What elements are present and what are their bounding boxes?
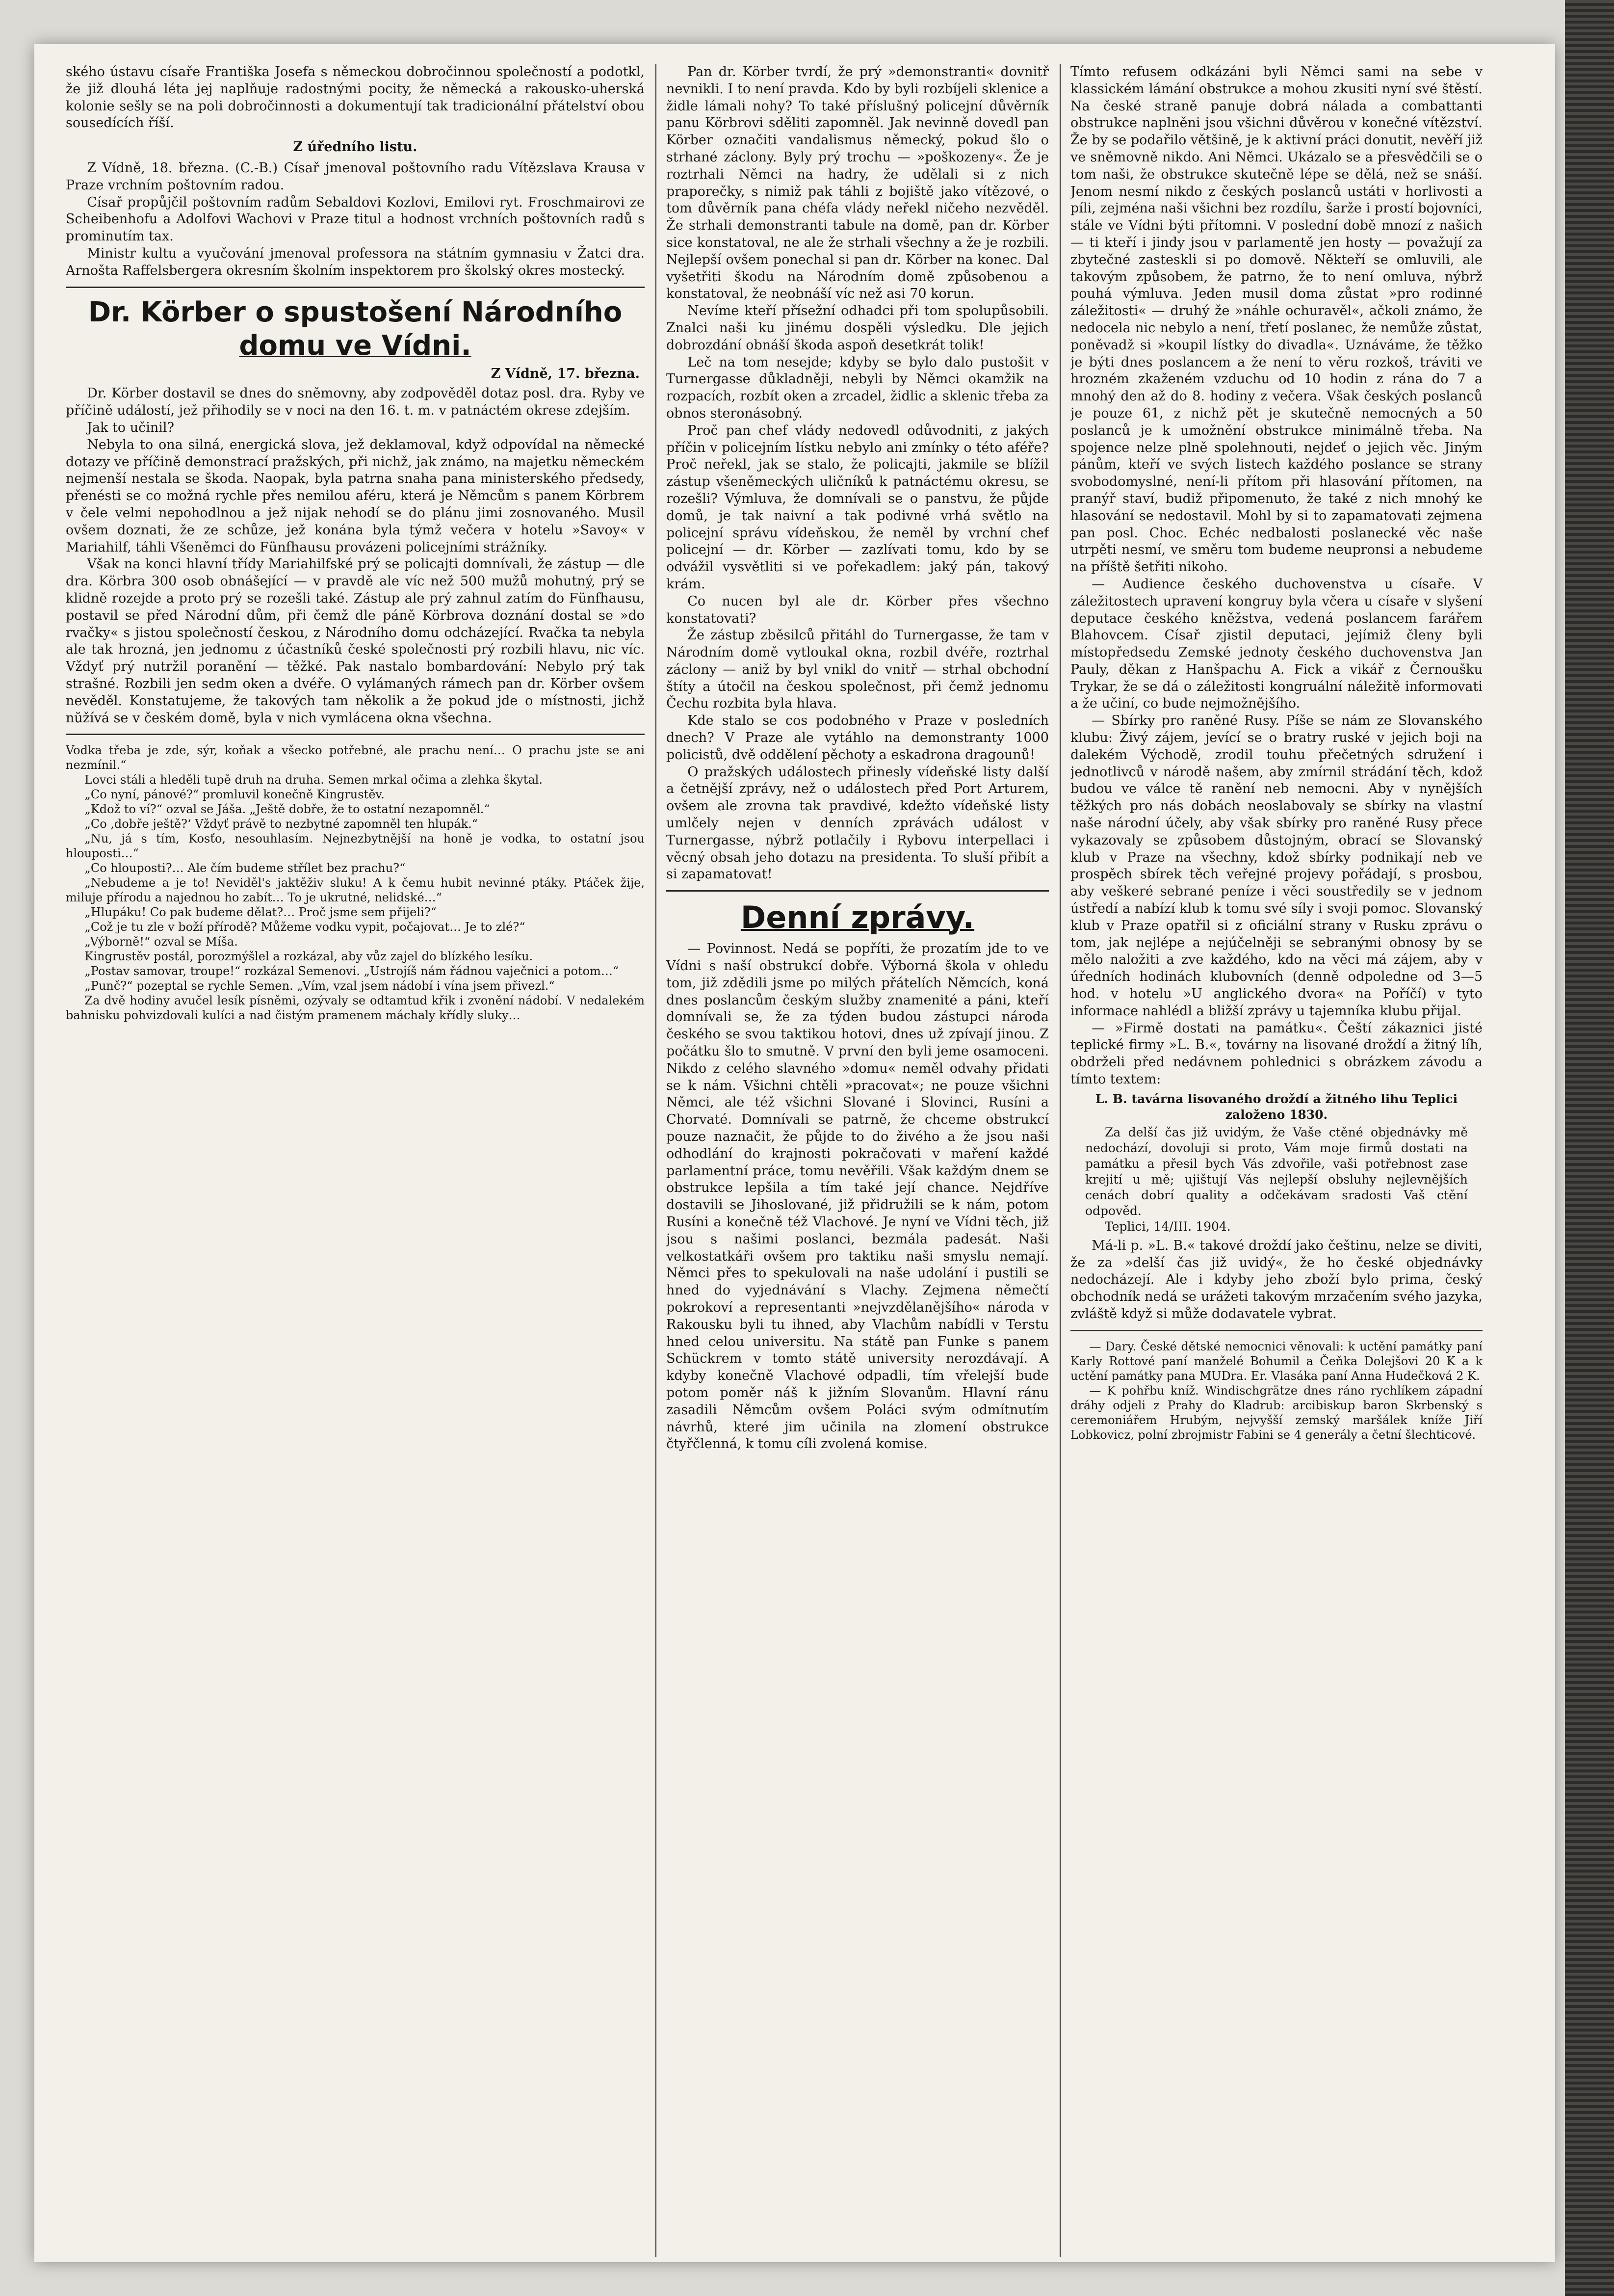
divider (66, 287, 645, 288)
article-paragraph: Proč pan chef vlády nedovedl odůvodniti, z jakých příčin v policejním lístku nebylo ani zmínky o této aféře? Proč neřekl, jak se stalo, že policajti, jakmile se blížil zástup všeněmeckých uličníků k patnáctému okresu, se rozešli? Výmluva, že domnívali se o panstvu, že půjde domů, je tak naivní a tak podivné vrhá světlo na policejní správu vídeňskou, že neměl by vrchní chef policejní — dr. Körber — zazlívati tomu, kdo by se odvážil vysvětliti si ve pořekadlem: jaký pán, takový krám. (666, 422, 1049, 592)
news-item-gifts: — Dary. České dětské nemocnici věnovali: k uctění památky paní Karly Rottové paní manželé Bohumil a Čeňka Dolejšovi 20 K a k uctění památky pana MUDra. Er. Vlasáka paní Anna Hudečková 2 K. (1070, 1339, 1483, 1383)
article-paragraph: Nebyla to ona silná, energická slova, jež deklamoval, když odpovídal na německé dotazy ve příčině demonstrací pražských, při nichž, jak známo, na majetku německém nejmenší nestala se škoda. Naopak, byla patrna snaha pana ministerského předsedy, přenésti se co možná rychle přes nemilou aféru, která je Němcům s panem Körbrem v čele velmi nepohodlnou a jež nijak nehodí se do plánu jimi zosnovaného. Musil ovšem doznati, že ze schůze, jež konána byla týmž večera v hotelu »Savoy« v Mariahilf, táhli Všeněmci do Fünfhausu provázeni policejními strážníky. (66, 437, 645, 555)
quoted-postcard-body: Za delší čas již uvidým, že Vaše ctěné objednávky mě nedochází, dovoluji si proto, Vám moje firmů dostati na památku a přesil bych Vás zdvořile, vaši potřebnost zase krejití u mě; ujištují Vás nejlepší obsluhy nejlevnějších cenách dobrí quality a odčekávam sradosti Vaš ctění odpověd. (1085, 1125, 1468, 1218)
article-paragraph: Dr. Körber dostavil se dnes do sněmovny, aby zodpověděl dotaz posl. dra. Ryby ve příčině událostí, jež přihodily se v noci na den 16. t. m. v patnáctém okrese zdejším. (66, 386, 645, 419)
news-item-funeral: — K pohřbu kníž. Windischgrätze dnes ráno rychlíkem západní dráhy odjeli z Prahy do Kladrub: arcibiskup baron Skrbenský s ceremoniářem Hrubým, nejvyšší zemský maršálek kníže Jiří Lobkovicz, polní zbrojmistr Fabini se 4 generály a četní šlechticové. (1070, 1383, 1483, 1442)
article-paragraph: Kde stalo se cos podobného v Praze v posledních dnech? V Praze ale vytáhlo na demonstranty 1000 policistů, dvě oddělení pěchoty a eskadrona dragounů! (666, 713, 1049, 763)
feuilleton-paragraph: Lovci stáli a hleděli tupě druh na druha. Semen mrkal očima a zlehka škytal. (84, 773, 543, 787)
feuilleton-divider (66, 734, 645, 735)
official-notice-3: Ministr kultu a vyučování jmenoval professora na státním gymnasiu v Žatci dra. Arnošta Raffelsbergera okresním školním inspektorem pro školský okres mostecký. (66, 245, 645, 278)
quoted-postcard-signature: Teplici, 14/III. 1904. (1105, 1219, 1231, 1234)
news-item-continuation: Tímto refusem odkázáni byli Němci sami na sebe v klassickém lámání obstrukce a mohou zkusiti nyní své štěstí. Na české straně panuje dobrá nálada a combattanti obstrukce naplněni jsou všichni důvěrou v konečné vítězství. Že by se podařilo většině, je k aktivní práci donutit, nevěří již ve sněmovně nikdo. Ani Němci. Ukázalo se a přesvědčili se o tom naši, že obstrukce skutečně lépe se dělá, než se snáší. Jenom nesmí nikdo z českých poslanců ustáti v horlivosti a píli, zejména naši všichni bez rozdílu, šarže i prostí bojovníci, stále ve Vídni býti přítomni. V poslední době mnozí z našich — ti kteří i jindy jsou v parlamentě jen hosty — považují za zbytečné zasteskli si po domově. Někteří se omluvili, ale takovým způsobem, že patrno, že to není omluva, nýbrž pouhá výmluva. Jeden musil doma zůstat »pro rodinné záležitosti« — druhý že »náhle ochuravěl«, ačkoli známo, že nedocela nic nebylo a není, třetí poslanec, že nemůže zůstat, poněvadž si »koupil lístky do divadla«. Uznáváme, že těžko je býti dnes poslancem a že není to věru rozkoš, tráviti ve hrozném zkaženém vzduchu od 10 hodin z rána do 7 a mnohý den až do 8. hodiny z večera. Však českých poslanců je pouze 61, z nichž pět je skutečně nemocných a 50 poslanců je k umožnění obstrukce minimálně třeba. Na spojence nelze plně spolehnouti, nejdeť o jejich věc. Jiným pánům, kteří ve svých listech každého poslance se strany svobodomyslné, není-li přítom při hlasování přítomen, na pranýř staví, budiž připomenuto, že také z nich mnohý ke hlasování se nedostavil. Mohl by si to zapamatovati zejmena pan posl. Choc. Echéc nedbalosti poslanecké věc naše utrpěti nesmí, ve směru tom budeme neupronsi a nebudeme na příště šetřiti nikoho. (1070, 64, 1483, 575)
official-notice-1: Z Vídně, 18. března. (C.-B.) Císař jmenoval poštovního radu Vítězslava Krausa v Praze vrchním poštovním radou. (66, 160, 645, 193)
article-paragraph: Jak to učinil? (87, 420, 175, 435)
feuilleton-paragraph: „Hlupáku! Co pak budeme dělat?… Proč jsme sem přijeli?“ (84, 905, 437, 920)
column-right (1070, 64, 1483, 1442)
feuilleton-paragraph: „Co ,dobře ještě?‘ Vždyť právě to nezbytné zapomněl ten hlupák.“ (84, 817, 478, 831)
divider (666, 890, 1049, 892)
news-item-firm: — »Firmě dostati na památku«. Čeští zákaznici jisté teplické firmy »L. B.«, továrny na lisované droždí a žitný líh, obdrželi před nedávnem pohlednici s obrázkem závodu a tímto textem: (1070, 1020, 1483, 1087)
article-continuation: ského ústavu císaře Františka Josefa s německou dobročinnou společností a podotkl, že již dlouhá léta jej naplňuje radostnými pocity, že německá a rakousko-uherská kolonie sešly se na poli dobročinnosti a dokumentují tak tradicionální přátelství obou sousedících říší. (66, 64, 645, 131)
newspaper-page (34, 44, 1555, 2262)
column-rule-2 (1060, 64, 1061, 2257)
official-notice-2: Císař propůjčil poštovním radům Sebaldovi Kozlovi, Emilovi ryt. Froschmairovi ze Scheibenhofu a Adolfovi Wachovi v Praze titul a hodnost vrchních poštovních radů s prominutím tax. (66, 194, 645, 244)
article-paragraph: Pan dr. Körber tvrdí, že prý »demonstranti« dovnitř nevnikli. I to není pravda. Kdo by byli rozbíjeli sklenice a židle lámali nohy? To také příslušný policejní důvěrník panu Körbrovi sděliti zapomněl. Jak nevinně dovedl pan Körber označiti vandalismus německý, pokud šlo o strhané záclony. Byly prý trochu — »poškozeny«. Že je roztrhali Němci na hadry, že udělali si z nich praporečky, s nimiž pak táhli z bojiště jako vítězové, o tom důvěrník pana chéfa vlády neřekl ničeho nezvěděl. Že strhali demonstranti tabule na domě, pan dr. Körber sice konstatoval, ne ale že strhali všechny a že je rozbili. Nejlepší ovšem ponechal si pan dr. Körber na konec. Dal vyšetřiti škodu na Národním domě způsobenou a konstatoval, že neobnáší víc než asi 70 korun. (666, 64, 1049, 302)
article-title (66, 296, 645, 363)
binding-edge (1565, 0, 1614, 2296)
article-dateline: Z Vídně, 17. března. (491, 366, 640, 381)
article-title-line-1: Dr. Körber o spustošení Národního (88, 296, 623, 328)
feuilleton-paragraph: „Kdož to ví?“ ozval se Jáša. „Ještě dobře, že to ostatní nezapomněl.“ (84, 802, 490, 817)
news-item-duty: — Povinnost. Nedá se popříti, že prozatím jde to ve Vídni s naší obstrukcí dobře. Výborná škola v ohledu tom, již zdědili jsme po milých přátelích Němcích, koná dnes poslancům českým služby znamenité a páni, kteří domnívali se, že za týden budou zástupci národa českého se svou taktikou hotovi, dnes už zpívají jinou. Z počátku šlo to smutně. V první den byli jeme osamoceni. Nikdo z celého slavného »domu« neměl odvahy přidati se k nám. Všichni chtěli »pracovat«; ne pouze všichni Němci, ale též všichni Slované i Slovinci, Rusíni a Chorvaté. Domnívali se patrně, že chceme obstrukcí pouze naznačit, že půjde to do živého a že jsou naši odhodlání do krajnosti pokračovati v maření každé parlamentní práce, tomu nevěřili. Však každým dnem se obstrukce lepšila a tím také její chance. Nejdříve dostavili se Jihoslované, již přidružili se k nám, potom Rusíni a konečně též Vlachové. Je nyní ve Vídni těch, již jsou s našimi poslanci, bezmála padesát. Naši velkostatkáři ovšem pro taktiku naši smyslu nemají. Němci přes to spekulovali na naše udolání i pustili se hned do vyjednávání s Vlachy. Zejmena němečtí pokrokoví a representanti »nejvzdělanějšího« národa v Rakousku byli tu ihned, aby Vlachům nabídli v Terstu hned celou universitu. Na státě pan Funke s panem Schückrem v tomto státě university nerozdávají. A kdyby konečně Vlachové odpadli, tím vřelejší bude potom poměr náš k jižním Slovanům. Hlavní ránu zasadili Němcům ovšem Poláci svým odmítnutím návrhů, které jim učinila na zlomení obstrukce čtyřčlenná, k tomu cíli zvolená komise. (666, 941, 1049, 1452)
article-title-line-2: domu ve Vídni. (239, 329, 471, 362)
section-title-daily-news: Denní zprávy. (740, 899, 975, 936)
feuilleton-paragraph: „Co nyní, pánové?“ promluvil konečně Kingrustěv. (84, 788, 385, 802)
feuilleton-paragraph: „Což je tu zle v boží přírodě? Můžeme vodku vypit, počajovat… Je to zlé?“ (84, 920, 525, 934)
feuilleton-paragraph: „Postav samovar, troupe!“ rozkázal Semenovi. „Ustrojíš nám řádnou vaječnici a potom…“ (84, 964, 619, 978)
quoted-postcard-title: L. B. tavárna lisovaného droždí a žitného lihu Teplici založeno 1830. (1095, 1091, 1458, 1122)
article-paragraph: Však na konci hlavní třídy Mariahilfské prý se policajti domnívali, že zástup — dle dra. Körbra 300 osob obnášející — v pravdě ale víc než 500 mužů mohutný, prý se klidně rozejde a proto prý se rozešli také. Zástup ale prý zahnul zatím do Fünfhausu, postavil se před Národní dům, při čemž dle páně Körbrova doznání dostal se »do rvačky« s jistou společností českou, z Národního domu odcházející. Rvačka ta nebyla ale tak hrozná, jen jednomu z účastníků české společnosti prý rozbili hlavu, nic víc. Vždyť prý nutržil poranění — těžké. Pak nastalo bombardování: Nebylo prý tak strašné. Rozbili jen sedm oken a dvéře. O vylámaných rámech pan dr. Körber ovšem nevěděl. Konstatujeme, že takových tam několik a že pokud jde o místnosti, jichž nŭžívá se v českém domě, byla v nich vymlácena okna všechna. (66, 556, 645, 726)
column-left (66, 64, 645, 1023)
column-middle (666, 64, 1049, 1453)
article-paragraph: Nevíme kteří přísežní odhadci při tom spolupůsobili. Znalci naši ku jinému dospěli výsledku. Dle jejich dobrozdání obnáší škoda aspoň desetkrát tolik! (666, 303, 1049, 353)
article-paragraph: Co nucen byl ale dr. Körber přes všechno konstatovati? (666, 593, 1049, 626)
news-item-audience: — Audience českého duchovenstva u císaře. V záležitostech upravení kongruy byla včera u císaře v slyšení deputace českého kněžstva, vedená poslancem farářem Blahovcem. Císař zjistil deputaci, jejímiž členy byli místopředsedu Zemské jednoty českého duchovenstva Jan Pauly, děkan z Hanšpachu A. Fick a vikář z Černoušku Trykar, že se dá o záležitosti kongruální náležitě informovati a že učiní, co bude nejmožnějšího. (1070, 576, 1483, 712)
feuilleton-paragraph: „Výborně!“ ozval se Míša. (84, 935, 238, 949)
feuilleton-paragraph: „Nu, já s tím, Kosťo, nesouhlasím. Nejnezbytnější na honě je vodka, to ostatní jsou hlouposti…“ (66, 832, 645, 861)
feuilleton-paragraph: „Nebudeme a je to! Neviděl's jaktěživ sluku! A k čemu hubit nevinné ptáky. Ptáček žije, miluje přírodu a najednou ho zabít… To je ukrutné, nelidské…“ (66, 876, 645, 905)
feuilleton-paragraph: Kingrustěv postál, porozmýšlel a rozkázal, aby vůz zajel do blízkého lesíku. (84, 950, 533, 964)
article-paragraph: Že zástup zběsilců přitáhl do Turnergasse, že tam v Národním domě vytloukal okna, rozbil dvéře, roztrhal záclony — aniž by byl vnikl do vnitř — strhal obchodní štíty a útočil na českou společnost, při čemž jednomu Čechu rozbita byla hlava. (666, 628, 1049, 712)
feuilleton (66, 743, 645, 1023)
feuilleton-paragraph: Za dvě hodiny avučel lesík písněmi, ozývaly se odtamtud křik i zvonění nádobí. V nedalekém bahnisku pohvizdovali kulíci a nad čistým pramenem máchaly křídly sluky… (66, 994, 645, 1023)
feuilleton-paragraph: „Co hlouposti?… Ale čím budeme střílet bez prachu?“ (84, 861, 406, 875)
news-item-collections: — Sbírky pro raněné Rusy. Píše se nám ze Slovanského klubu: Živý zájem, jevící se o bratry ruské v jejich boji na dalekém Východě, zrodil touhu přečetných sdružení i jednotlivců v národě našem, aby zmírnil strádání těch, kdož budou ve válce tě ranění neb nemocni. Aby v nynějších těžkých pro nás dobách neoslabovaly se sbírky na vlastní naše národní účely, aby však sbírky pro raněné Rusy přece vykazovaly se způsobem důstojným, obrací se Slovanský klub v Praze na všechny, kdož sbírky podnikají neb ve prospěch sbírek těch veřejné projevy pořádají, s prosbou, aby veškeré sebrané peníze i věci soustředily se v jednom ústředí a nabízí klub k tomu své síly i svoji pomoc. Slovanský klub v Praze opatřil si z oficiální strany v Rusku zprávu o tom, jak nejlépe a nejúčelněji se sebranými obnosy by se mělo naložiti a zve každého, kdo na věci má zájem, aby v úředních hodinách klubovních (denně odpoledne od 3—5 hod. v hotelu »U anglického dvora« na Poříčí) v tyto informace nahlédl a bližší zprávy u tajemníka klubu přijal. (1070, 713, 1483, 1019)
section-heading-official: Z úředního listu. (293, 139, 417, 155)
quoted-postcard-text (1085, 1091, 1468, 1235)
feuilleton-paragraph: „Punč?“ pozeptal se rychle Semen. „Vím, vzal jsem nádobí i vína jsem přivezl.“ (84, 979, 555, 993)
article-paragraph: Leč na tom nesejde; kdyby se bylo dalo pustošit v Turnergasse důkladněji, nebyli by Němci okamžik na rozpacích, rozbít oken a zrcadel, židlic a sklenic třeba za obnos steronásobný. (666, 354, 1049, 421)
news-item-firm-comment: Má-li p. »L. B.« takové droždí jako češtinu, nelze se diviti, že za »delší čas již uvidý«, že ho české objednávky nedocházejí. Ale i kdyby jeho zboží bylo prima, český obchodník nedá se urážeti takovým mrzačením svého jazyka, zvláště když si může dodavatele vybrat. (1070, 1238, 1483, 1321)
column-rule-1 (655, 64, 656, 2257)
feuilleton-paragraph: Vodka třeba je zde, sýr, koňak a všecko potřebné, ale prachu není… O prachu jste se ani nezmínil.“ (66, 743, 645, 772)
article-paragraph: O pražských událostech přinesly vídeňské listy další a četnější zprávy, než o událostech před Port Arturem, ovšem ale zrovna tak pravdivé, kdežto vídeňské listy umlčely nejen v denních zprávách událost v Turnergasse, nýbrž potlačily i Rybovu interpellaci i věcný obsah jeho dotazu na presidenta. To sluší přibít a si zapamatovat! (666, 764, 1049, 882)
divider (1070, 1330, 1483, 1331)
